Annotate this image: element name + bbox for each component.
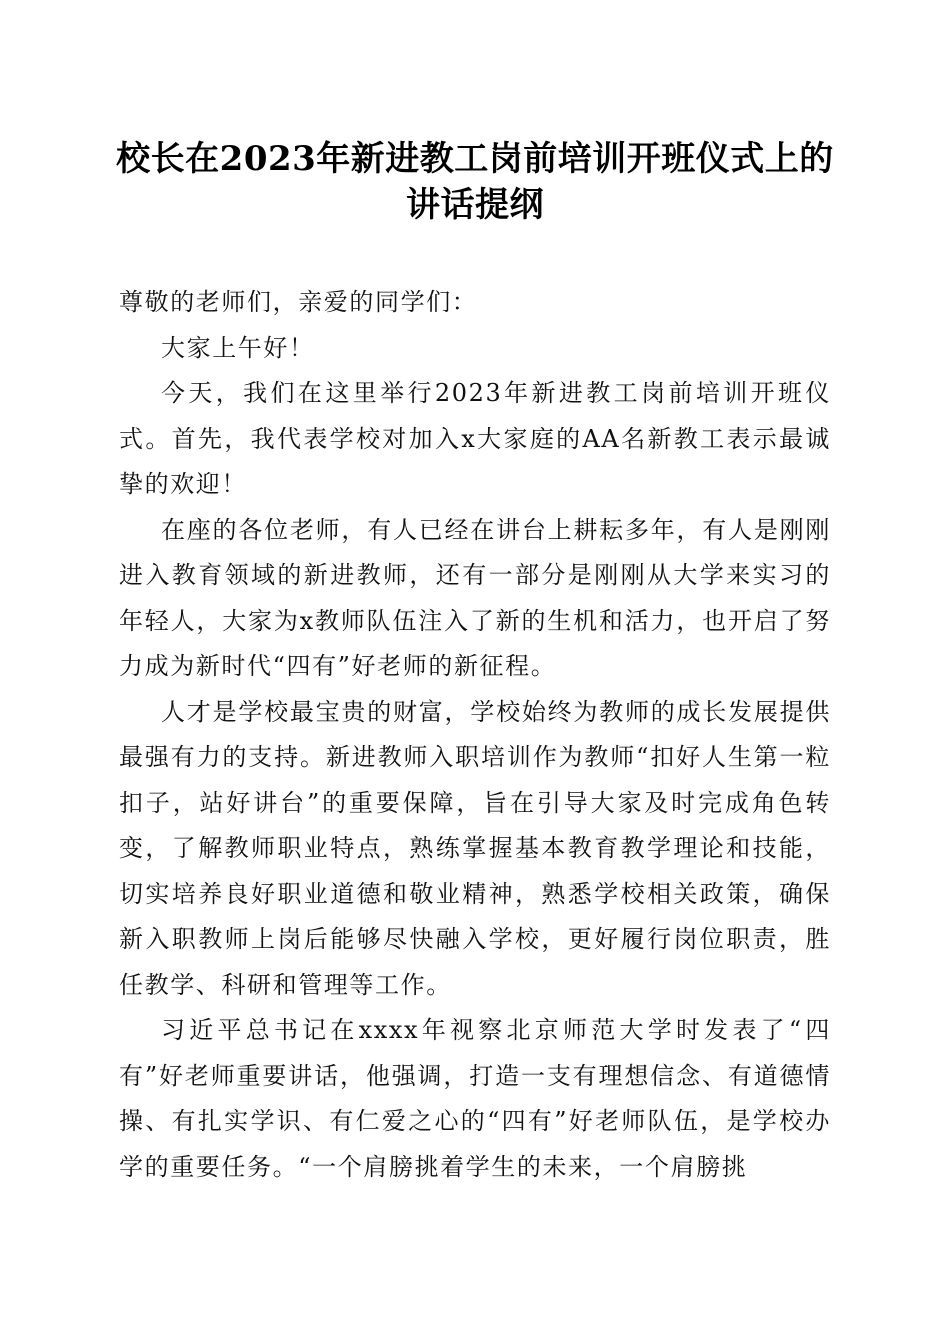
- document-body: [119, 280, 831, 1190]
- document-title: 校长在2023年新进教工岗前培训开班仪式上的讲话提纲: [116, 139, 834, 225]
- paragraph-new-teachers: 在座的各位老师，有人已经在讲台上耕耘多年，有人是刚刚进入教育领域的新进教师，还有一部分是刚刚从大学来实习的年轻人，大家为x教师队伍注入了新的生机和活力，也开启了努力成为新时代“四有”好老师的新征程。: [119, 515, 831, 680]
- paragraph-training-purpose: 人才是学校最宝贵的财富，学校始终为教师的成长发展提供最强有力的支持。新进教师入职培训作为教师“扣好人生第一粒扣子，站好讲台”的重要保障，旨在引导大家及时完成角色转变，了解教师职业特点，熟练掌握基本教育教学理论和技能，切实培养良好职业道德和敬业精神，熟悉学校相关政策，确保新入职教师上岗后能够尽快融入学校，更好履行岗位职责，胜任教学、科研和管理等工作。: [119, 697, 831, 999]
- paragraph-greeting: 大家上午好！: [161, 333, 315, 362]
- paragraph-opening: 今天，我们在这里举行2023年新进教工岗前培训开班仪式。首先，我代表学校对加入x大家庭的AA名新教工表示最诚挚的欢迎！: [119, 379, 831, 498]
- paragraph-four-good-teachers: 习近平总书记在xxxx年视察北京师范大学时发表了“四有”好老师重要讲话，他强调，打造一支有理想信念、有道德情操、有扎实学识、有仁爱之心的“四有”好老师队伍，是学校办学的重要任务。“一个肩膀挑着学生的未来，一个肩膀挑: [119, 1016, 831, 1181]
- salutation: 尊敬的老师们，亲爱的同学们：: [119, 288, 478, 316]
